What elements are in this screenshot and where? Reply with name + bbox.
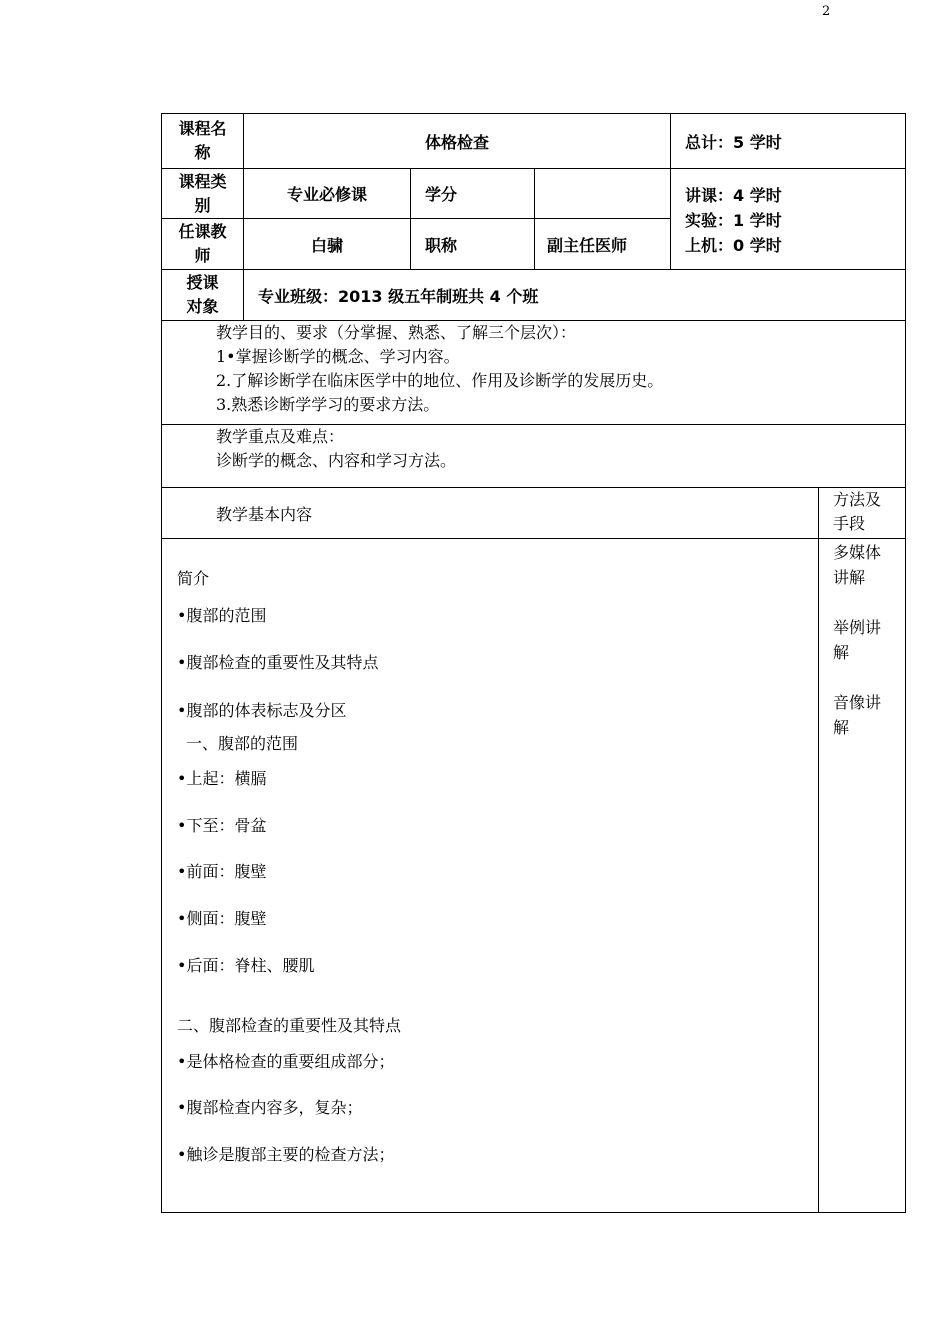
- method-line: 讲解: [833, 568, 866, 587]
- method-line: 举例讲: [833, 618, 882, 637]
- audience: 专业班级：2013 级五年制班共 4 个班: [258, 286, 539, 306]
- content-line: •前面：腹壁: [177, 862, 267, 881]
- objectives-heading: 教学目的、要求（分掌握、熟悉、了解三个层次）：: [216, 323, 577, 342]
- course-type: 专业必修课: [286, 185, 367, 204]
- content-line: •腹部的体表标志及分区: [177, 701, 347, 720]
- objective-item: 2.了解诊断学在临床医学中的地位、作用及诊断学的发展历史。: [216, 371, 664, 390]
- content-line: •触诊是腹部主要的检查方法；: [177, 1145, 395, 1164]
- title-label: 职称: [425, 235, 458, 255]
- title-value: 副主任医师: [547, 235, 628, 255]
- objective-item: 1•掌握诊断学的概念、学习内容。: [216, 347, 460, 366]
- teacher-label: 任课教师: [178, 222, 227, 265]
- content-line: •是体格检查的重要组成部分；: [177, 1052, 395, 1071]
- content-line: •上起：横膈: [177, 769, 267, 788]
- content-line: •下至：骨盆: [177, 816, 267, 835]
- key-points-section: [216, 425, 896, 473]
- credit-value: [545, 169, 669, 218]
- objective-item: 3.熟悉诊断学学习的要求方法。: [216, 395, 440, 414]
- methods-column: [833, 540, 903, 740]
- method-line: 解: [833, 643, 850, 662]
- teacher-name: 白骕: [310, 235, 343, 255]
- key-points-heading: 教学重点及难点：: [216, 427, 345, 446]
- method-line: 解: [833, 718, 850, 737]
- page-number: 2: [822, 4, 831, 19]
- content-line: •后面：脊柱、腰肌: [177, 956, 315, 975]
- content-line: •腹部的范围: [177, 606, 267, 625]
- key-points-text: 诊断学的概念、内容和学习方法。: [216, 451, 457, 470]
- content-line: 二、腹部检查的重要性及其特点: [177, 1016, 402, 1035]
- content-line: •侧面：腹壁: [177, 909, 267, 928]
- objectives-section: [216, 321, 896, 417]
- total-hours: 总计：5 学时: [685, 132, 782, 152]
- course-name-label: 课程名称: [178, 119, 227, 162]
- credit-label: 学分: [425, 185, 458, 204]
- course-name: 体格检查: [424, 132, 489, 152]
- hours-breakdown: [685, 183, 895, 258]
- computer-hours: 上机：0 学时: [685, 236, 782, 255]
- method-line: 音像讲: [833, 693, 882, 712]
- course-type-label: 课程类别: [178, 171, 227, 215]
- method-header: 方法及 手段: [833, 490, 882, 533]
- method-line: 多媒体: [833, 543, 882, 562]
- lecture-hours: 讲课：4 学时: [685, 186, 782, 205]
- lab-hours: 实验：1 学时: [685, 211, 782, 230]
- content-line: 一、腹部的范围: [186, 734, 299, 753]
- audience-label: 授课对象: [186, 273, 219, 316]
- content-header-label: 教学基本内容: [216, 504, 313, 524]
- content-line: •腹部检查的重要性及其特点: [177, 653, 379, 672]
- content-line: •腹部检查内容多，复杂；: [177, 1098, 363, 1117]
- content-line: 简介: [177, 569, 210, 588]
